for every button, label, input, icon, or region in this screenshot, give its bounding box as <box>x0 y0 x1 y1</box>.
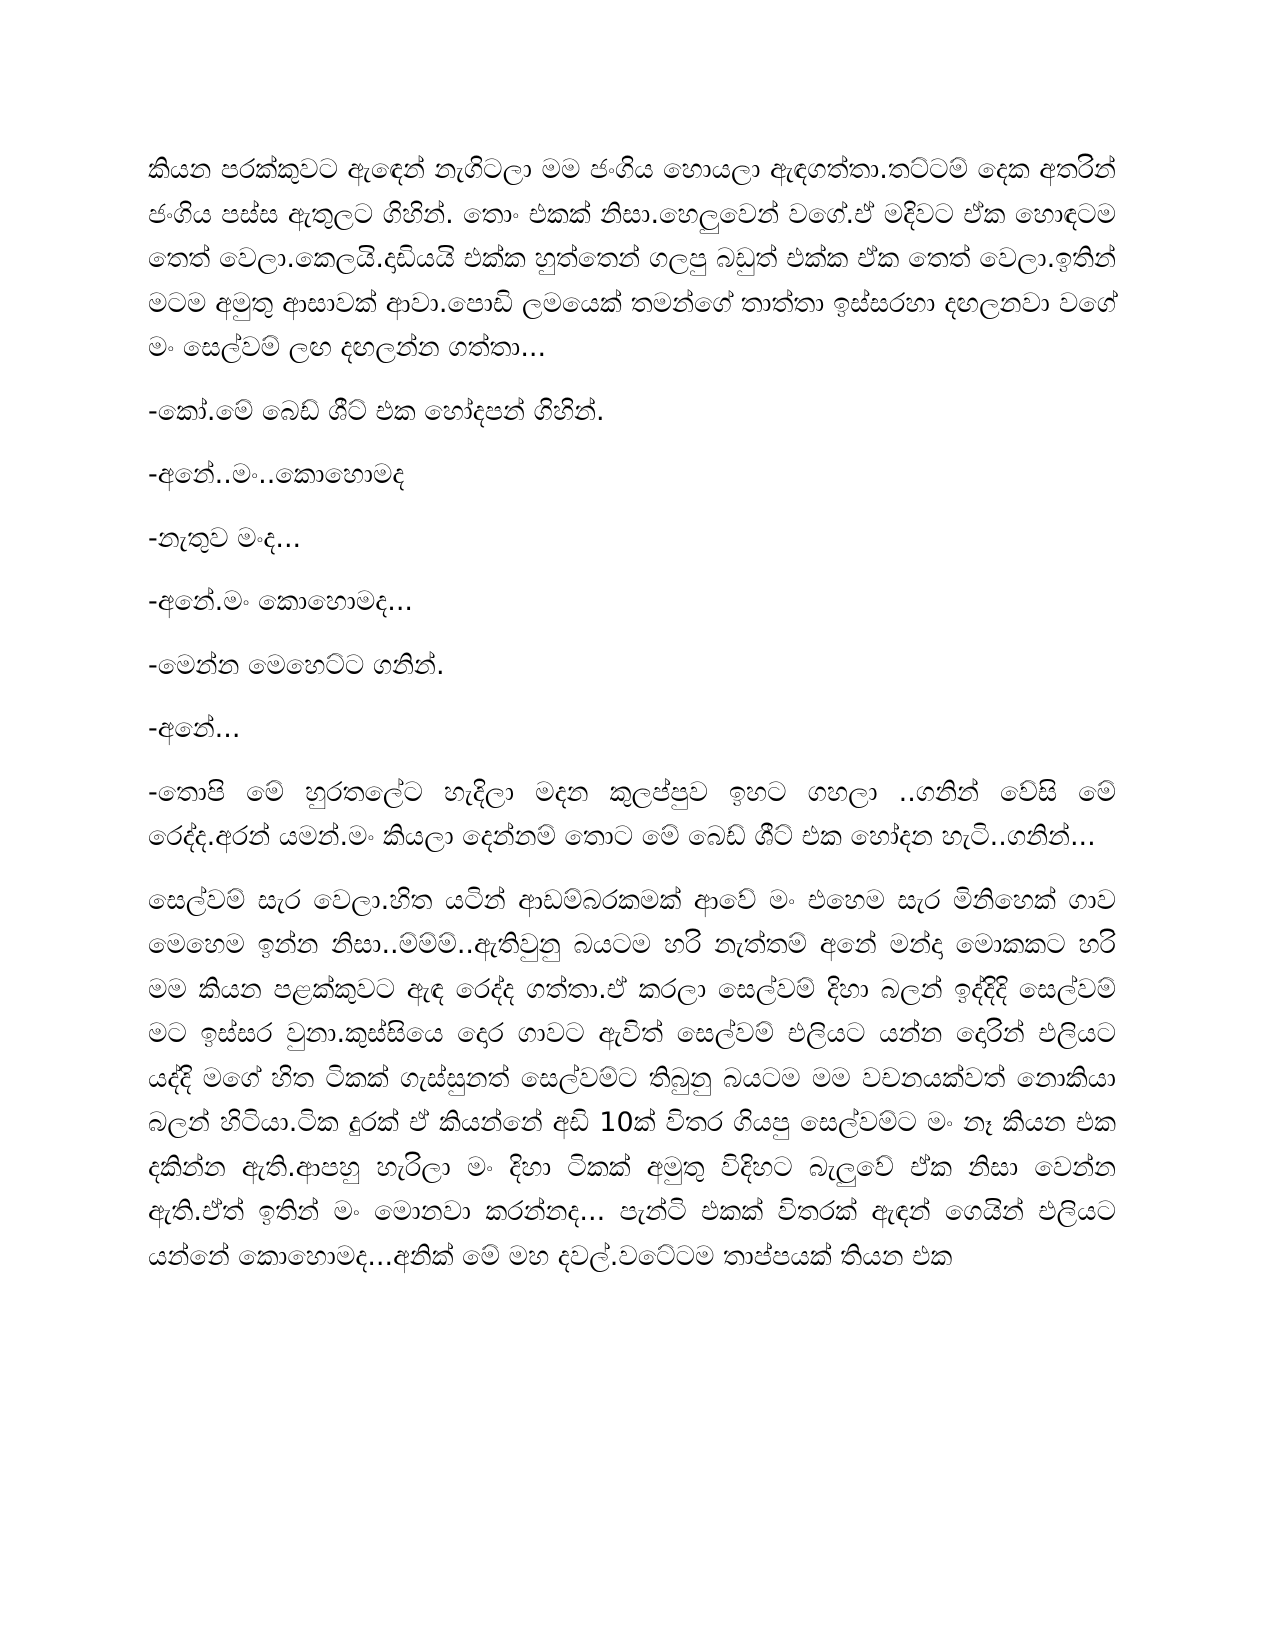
paragraph-1: කියන පරක්කුවට ඇඳෙන් නැගිටලා මම ජංගිය හොයලා ඇඳගත්තා.තට්ටම් දෙක අතරින් ජංගිය පස්ස ඇතුලට ගිහින්. තොං එකක් නිසා.හෙලුවෙන් වගේ.ඒ මදිවට ඒක හොඳටම තෙත් වෙලා.කෙලයි.දාඩියයි එක්ක හුත්තෙන් ගලපු බඩුත් එක්ක ඒක තෙත් වෙලා.ඉතින් මටම අමුතු ආසාවක් ආවා.පොඩි ලමයෙක් තමන්ගේ තාත්තා ඉස්සරහා දඟලනවා වගේ මං සෙල්වම් ලඟ දඟලන්න ගත්තා... <box>148 154 1116 363</box>
dialog-line-4: -අනේ.මං කොහොමද... <box>148 586 413 617</box>
dialog-line-2: -අනේ..මං..කොහොමද <box>148 459 405 490</box>
dialog-line-1: -කෝ.මේ බෙඩ් ශීට් එක හෝදපන් ගිහින්. <box>148 395 605 427</box>
dialog-line-6: -අනේ... <box>148 713 241 744</box>
dialog-line-3: -නැතුව මංද... <box>148 522 302 554</box>
dialog-line-5: -මෙන්න මෙහෙට්ට ගනින්. <box>148 649 445 681</box>
document-page <box>148 148 1116 1298</box>
paragraph-2: -තොපි මේ හුරතලේට හැදිලා මදන කුලප්පුව ඉහට ගහලා ..ගනින් වේසි මේ රෙද්ද.අරන් යමන්.මං කියලා දෙන්නම් තොට මේ බෙඩ් ශීට් එක හෝදන හැටි..ගනින්... <box>148 776 1116 852</box>
paragraph-3: සෙල්වම් සැර වෙලා.හිත යටින් ආඩම්බරකමක් ආවේ මං එහෙම සැර මිනිහෙක් ගාව මෙහෙම ඉන්න නිසා..ම්ම්ම්..ඇතිවුනු බයටම හරි නැත්තම් අනේ මන්දා මොකකට හරි මම කියන පළක්කුවට ඇඳ රෙද්ද ගත්තා.ඒ කරලා සෙල්වම් දිහා බලන් ඉද්දිදි සෙල්වම් මට ඉස්සර වුනා.කුස්සියෙ දොර ගාවට ඇවිත් සෙල්වම් එලියට යන්න දොරින් එලියට යද්දි මගේ හිත ටිකක් ගැස්සුනත් සෙල්වම්ට තිබුනු බයටම මම වචනයක්වත් නොකියා බලන් හිටියා.ටික දුරක් ඒ කියන්නේ අඩි 10ක් විතර ගියපු සෙල්වම්ට මං නෑ කියන එක දකින්න ඇති.ආපහු හැරිලා මං දිහා ටිකක් අමුතු විදිහට බැලුවේ ඒක නිසා වෙන්න ඇති.ඒත් ඉතින් මං මොනවා කරන්නද... පැන්ටි එකක් විතරක් ඇඳන් ගෙයින් එලියට යන්නේ කොහොමද...අනික් මේ මහ දවල්.වටේටම තාප්පයක් තියන එක <box>148 884 1116 1272</box>
